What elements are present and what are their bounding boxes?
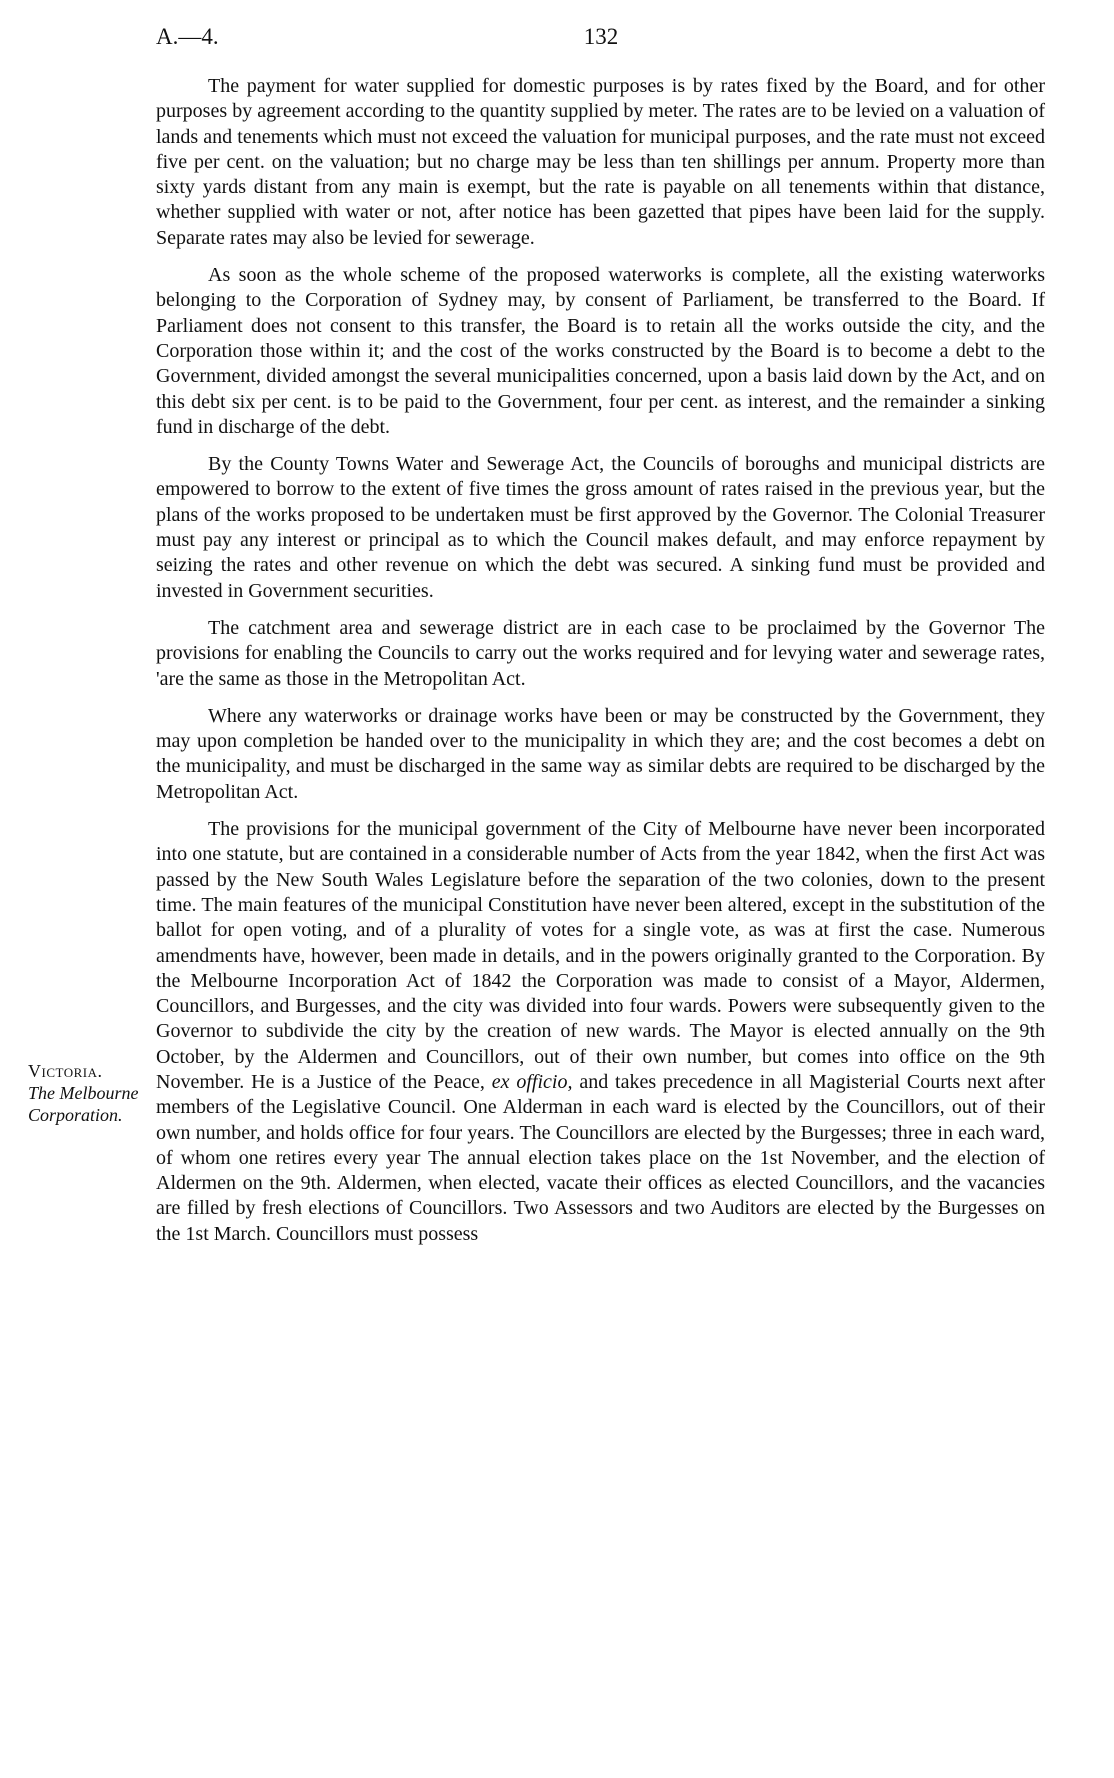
- paragraph-waterworks-transfer: As soon as the whole scheme of the proposed waterworks is complete, all the existing waterworks belonging to the Corporation of Sydney may, by consent of Parliament, be transferred to the Board. If Parliament does not consent to this transfer, the Board is to retain all the works outside the city, and the Corporation those within it; and the cost of the works constructed by the Board is to become a debt to the Government, divided amongst the several municipalities concerned, upon a basis laid down by the Act, and on this debt six per cent. is to be paid to the Government, four per cent. as interest, and the remainder a sinking fund in discharge of the debt.: [156, 264, 1045, 438]
- document-code: A.—4.: [156, 24, 219, 49]
- paragraph-melbourne-corporation: [156, 817, 1045, 1247]
- melbourne-text-part-1: The provisions for the municipal government of the City of Melbourne have never been incorporated into one statute, but are contained in a considerable number of Acts from the year 1842, when the first Act was passed by the New South Wales Legislature before the separation of the two colonies, down to the present time. The main features of the municipal Constitution have never been altered, except in the substitution of the ballot for open voting, and of a plurality of votes for a single vote, as was at first the case. Numerous amendments have, however, been made in details, and in the powers originally granted to the Corporation. By the Melbourne Incorporation Act of 1842 the Corporation was made to consist of a Mayor, Aldermen, Councillors, and Burgesses, and the city was divided into four wards. Powers were subsequently given to the Governor to subdivide the city by the creation of new wards. The Mayor is elected annually on the 9th October, by the Aldermen and Councillors, out of their own number, but comes into office on the 9th November. He is a Justice of the Peace,: [156, 818, 1045, 1093]
- main-text: [156, 74, 1045, 1259]
- margin-note: [28, 1060, 153, 1126]
- margin-note-title: Victoria.: [28, 1061, 103, 1081]
- margin-note-line-1: The Melbourne: [28, 1083, 139, 1103]
- page-number: 132: [583, 24, 619, 49]
- margin-note-line-2: Corporation.: [28, 1105, 123, 1125]
- paragraph-water-rates: The payment for water supplied for domestic purposes is by rates fixed by the Board, and for other purposes by agreement according to the quantity supplied by meter. The rates are to be levied on a valuation of lands and tenements which must not exceed the valuation for municipal purposes, and the rate must not exceed five per cent. on the valuation; but no charge may be less than ten shillings per annum. Property more than sixty yards distant from any main is exempt, but the rate is payable on all tenements within that distance, whether supplied with water or not, after notice has been gazetted that pipes have been laid for the supply. Separate rates may also be levied for sewerage.: [156, 75, 1045, 249]
- paragraph-county-towns-act: By the County Towns Water and Sewerage Act, the Councils of boroughs and municipal districts are empowered to borrow to the extent of five times the gross amount of rates raised in the previous year, but the plans of the works proposed to be undertaken must be first approved by the Governor. The Colonial Treasurer must pay any interest or principal as to which the Council makes default, and may enforce repayment by seizing the rates and other revenue on which the debt was secured. A sinking fund must be provided and invested in Government securities.: [156, 453, 1045, 602]
- paragraph-catchment-area: The catchment area and sewerage district are in each case to be proclaimed by the Governor The provisions for enabling the Councils to carry out the works required and for levying water and sewerage rates, 'are the same as those in the Metropolitan Act.: [156, 616, 1045, 690]
- melbourne-text-italic: ex officio,: [491, 1070, 573, 1093]
- paragraph-government-works: Where any waterworks or drainage works have been or may be constructed by the Government, they may upon completion be handed over to the municipality in which they are; and the cost becomes a debt on the municipality, and must be discharged in the same way as similar debts are required to be discharged by the Metropolitan Act.: [156, 704, 1045, 803]
- page-header: [156, 24, 1046, 60]
- melbourne-text-part-2: and takes precedence in all Magisterial Courts next after members of the Legislative Council. One Alderman in each ward is elected by the Councillors, out of their own number, and holds office for four years. The Councillors are elected by the Burgesses; three in each ward, of whom one retires every year The annual election takes place on the 1st November, and the election of Aldermen on the 9th. Aldermen, when elected, vacate their offices as elected Councillors, and the vacancies are filled by fresh elections of Councillors. Two Assessors and two Auditors are elected by the Burgesses on the 1st March. Councillors must possess: [156, 1070, 1045, 1245]
